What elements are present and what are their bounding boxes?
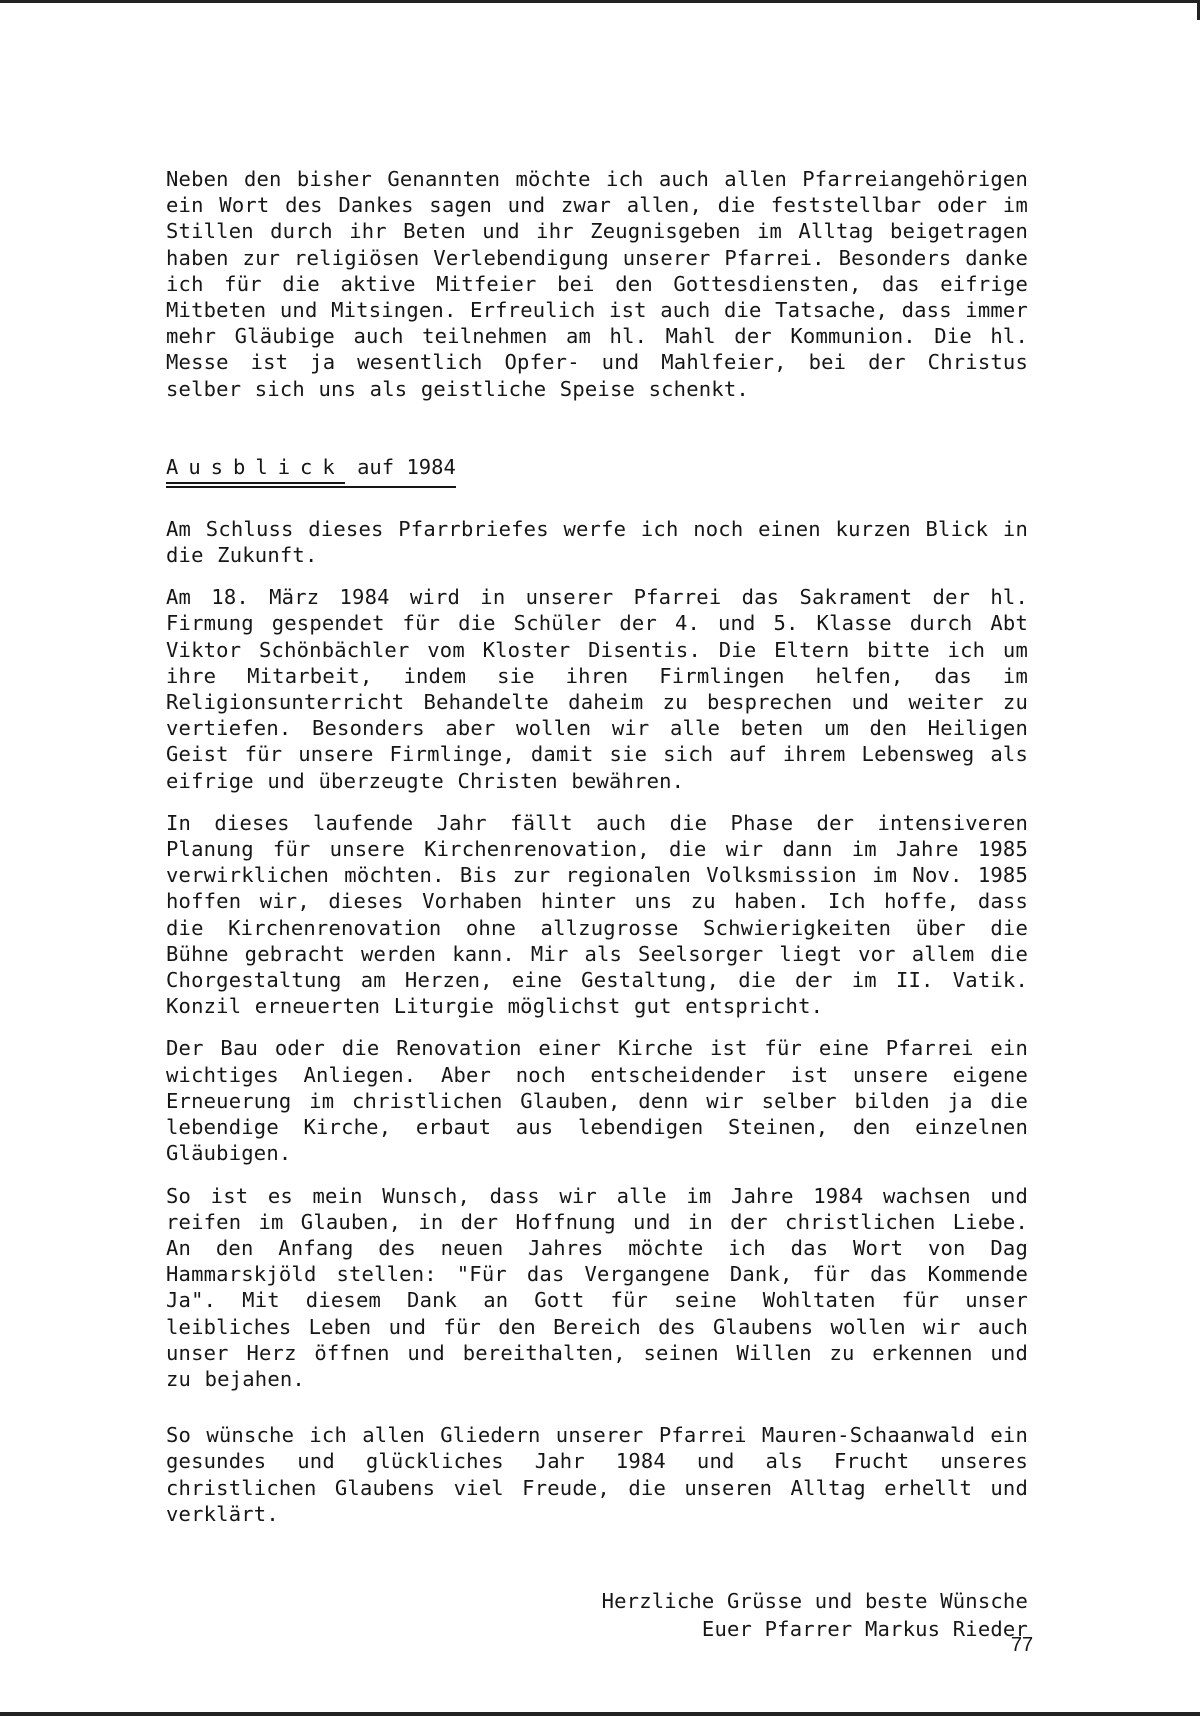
section-heading [166, 454, 1028, 488]
intro-paragraph: Neben den bisher Genannten möchte ich auch allen Pfarreiangehörigen ein Wort des Dankes sagen und zwar allen, die feststellbar oder im Stillen durch ihr Beten und ihr Zeugnisgeben im Alltag beigetragen haben zur religiösen Verlebendigung unserer Pfarrei. Besonders danke ich für die aktive Mitfeier bei den Gottesdiensten, das eifrige Mitbeten und Mitsingen. Erfreulich ist auch die Tatsache, dass immer mehr Gläubige auch teilnehmen am hl. Mahl der Kommunion. Die hl. Messe ist ja wesentlich Opfer- und Mahlfeier, bei der Christus selber sich uns als geistliche Speise schenkt. [166, 167, 1028, 401]
paragraph-renovation: In dieses laufende Jahr fällt auch die Phase der intensiveren Planung für unsere Kirchenrenovation, die wir dann im Jahre 1985 verwirklichen möchten. Bis zur regionalen Volksmission im Nov. 1985 hoffen wir, dieses Vorhaben hinter uns zu haben. Ich hoffe, dass die Kirchenrenovation ohne allzugrosse Schwierigkeiten über die Bühne gebracht werden kann. Mir als Seelsorger liegt vor allem die Chorgestaltung am Herzen, eine Gestaltung, die der im II. Vatik. Konzil erneuerten Liturgie möglichst gut entspricht. [166, 810, 1028, 1019]
scan-edge-bottom [0, 1712, 1200, 1716]
paragraph-new-year-wish: So wünsche ich allen Gliedern unserer Pfarrei Mauren-Schaanwald ein gesundes und glückliches Jahr 1984 und als Frucht unseres christlichen Glaubens viel Freude, die unseren Alltag erhellt und verklärt. [166, 1423, 1028, 1526]
scan-edge-top [0, 0, 1200, 3]
heading-spaced-word: Ausblick [166, 454, 345, 484]
paragraph-wish-faith: So ist es mein Wunsch, dass wir alle im Jahre 1984 wachsen und reifen im Glauben, in der Hoffnung und in der christlichen Liebe. An den Anfang des neuen Jahres möchte ich das Wort von Dag Hammarskjöld stellen: "Für das Vergangene Dank, für das Kommende Ja". Mit diesem Dank an Gott für seine Wohltaten für unser leibliches Leben und für den Bereich des Glaubens wollen wir auch unser Herz öffnen und bereithalten, seinen Willen zu erkennen und zu bejahen. [166, 1183, 1028, 1391]
closing-signature [166, 1587, 1028, 1643]
heading-rest: auf 1984 [357, 454, 456, 479]
document-page [166, 166, 1028, 1643]
closing-greeting: Herzliche Grüsse und beste Wünsche [601, 1588, 1028, 1613]
paragraph-outlook: Am Schluss dieses Pfarrbriefes werfe ich noch einen kurzen Blick in die Zukunft. [166, 516, 1028, 568]
page-number: 77 [1010, 1634, 1034, 1656]
paragraph-church-building: Der Bau oder die Renovation einer Kirche ist für eine Pfarrei ein wichtiges Anliegen. Aber noch entscheidender ist unsere eigene Erneuerung im christlichen Glauben, denn wir selber bilden ja die lebendige Kirche, erbaut aus lebendigen Steinen, den einzelnen Gläubigen. [166, 1036, 1028, 1166]
closing-author: Euer Pfarrer Markus Rieder [701, 1616, 1028, 1641]
paragraph-confirmation: Am 18. März 1984 wird in unserer Pfarrei das Sakrament der hl. Firmung gespendet für die Schüler der 4. und 5. Klasse durch Abt Viktor Schönbächler vom Kloster Disentis. Die Eltern bitte ich um ihre Mitarbeit, indem sie ihren Firmlingen helfen, das im Religionsunterricht Behandelte daheim zu besprechen und weiter zu vertiefen. Besonders aber wollen wir alle beten um den Heiligen Geist für unsere Firmlinge, damit sie sich auf ihrem Lebensweg als eifrige und überzeugte Christen bewähren. [166, 585, 1028, 793]
